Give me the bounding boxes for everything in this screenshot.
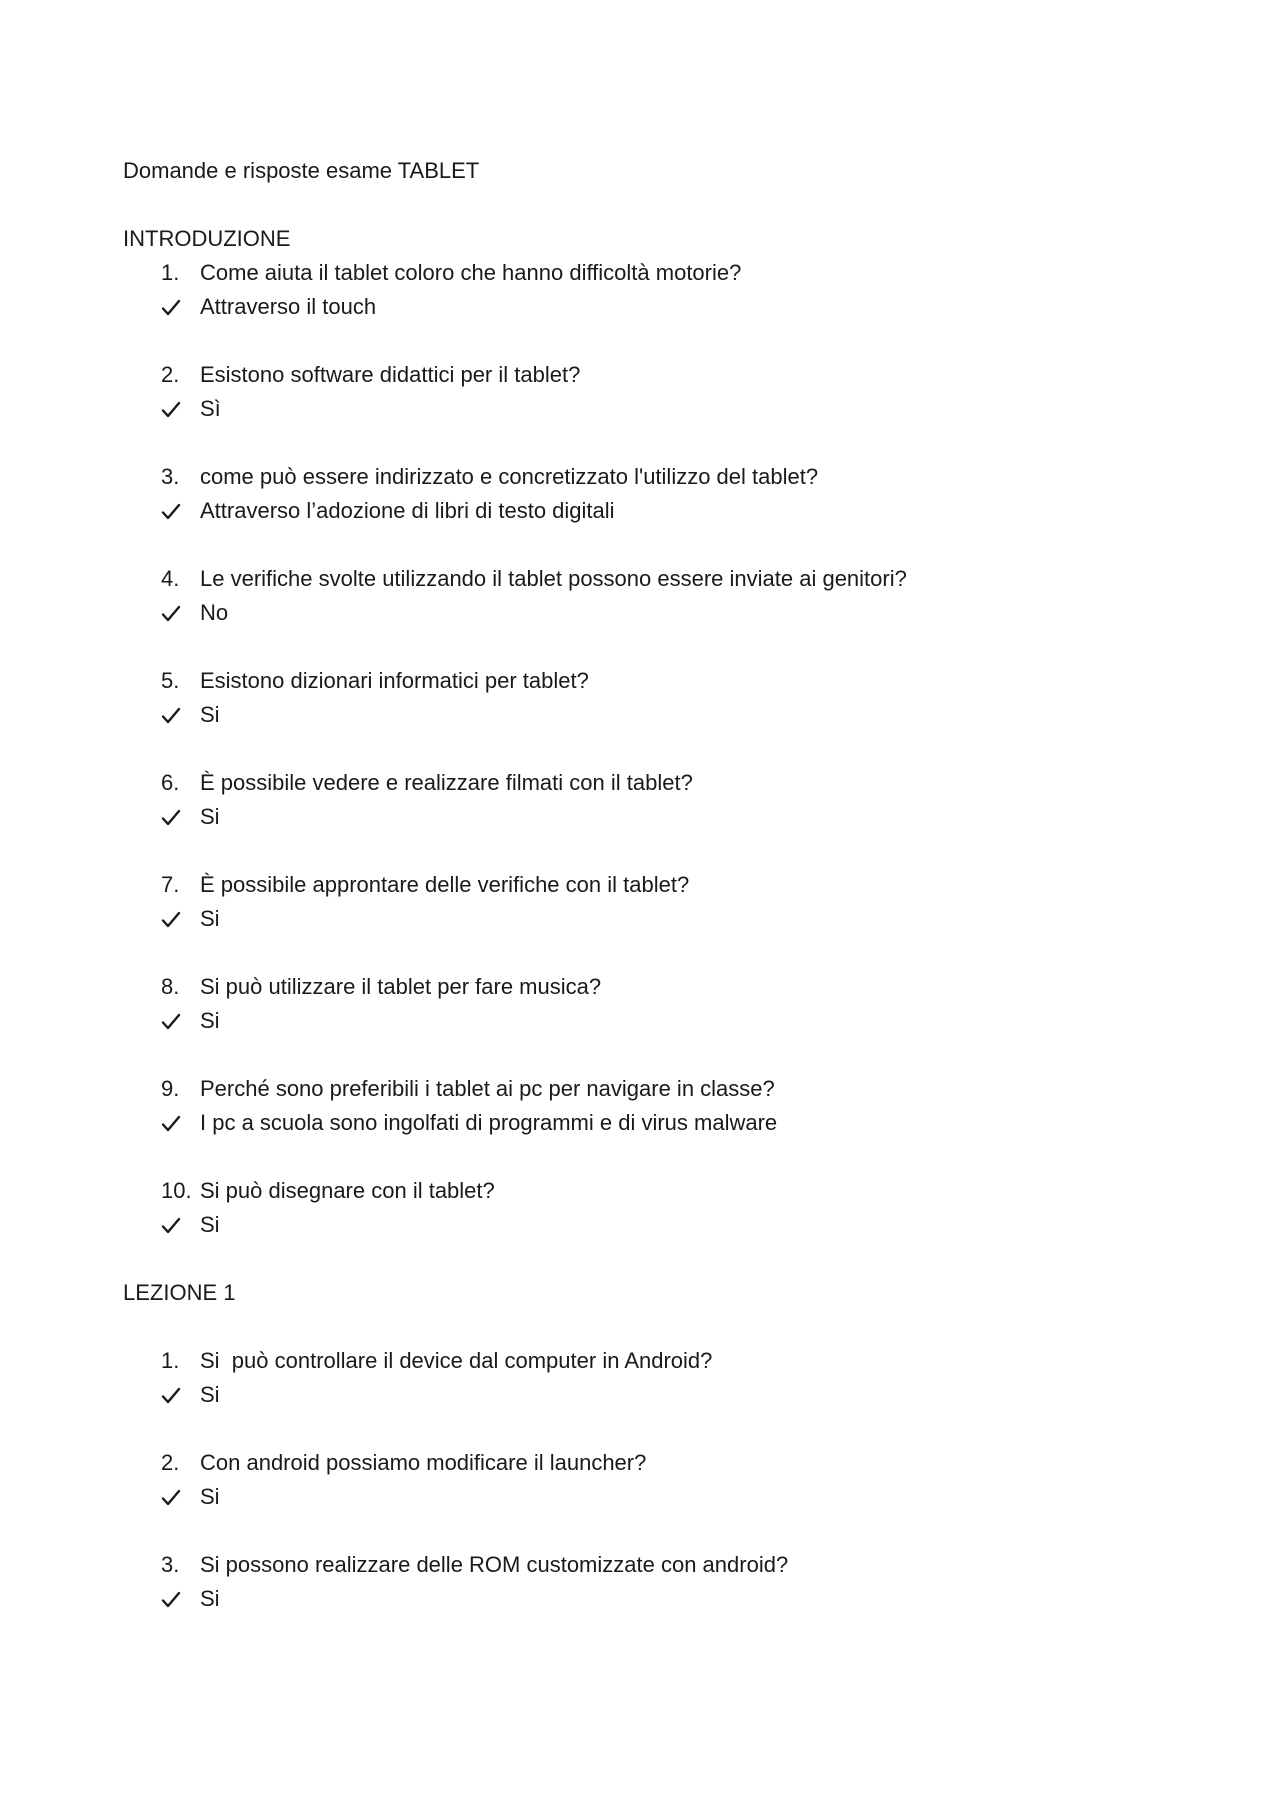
answer-text: Si — [200, 906, 220, 931]
check-icon — [161, 700, 185, 730]
question-number: 10. — [161, 1178, 192, 1203]
question-text: Esistono dizionari informatici per tablet? — [200, 668, 589, 693]
question — [123, 1074, 1163, 1108]
question-number: 7. — [161, 872, 180, 897]
section-lezione-1 — [123, 1278, 1163, 1618]
question-number: 2. — [161, 1450, 180, 1475]
section-introduzione — [123, 224, 1163, 1244]
question — [123, 1550, 1163, 1584]
answer — [123, 1380, 1163, 1414]
list-item — [123, 1346, 1163, 1414]
question-text: È possibile approntare delle verifiche con il tablet? — [200, 872, 690, 897]
question-number: 4. — [161, 566, 180, 591]
list-item — [123, 1176, 1163, 1244]
question — [123, 1448, 1163, 1482]
check-icon — [161, 1584, 185, 1614]
question — [123, 462, 1163, 496]
question-number: 5. — [161, 668, 180, 693]
answer — [123, 1006, 1163, 1040]
list-item — [123, 870, 1163, 938]
answer — [123, 1210, 1163, 1244]
list-item — [123, 564, 1163, 632]
list-item — [123, 1448, 1163, 1516]
document-page — [123, 156, 1163, 1652]
answer — [123, 1108, 1163, 1142]
check-icon — [161, 394, 185, 424]
answer — [123, 1584, 1163, 1618]
spacer — [123, 190, 1163, 224]
question-text: come può essere indirizzato e concretizzato l'utilizzo del tablet? — [200, 464, 819, 489]
list-item — [123, 360, 1163, 428]
check-icon — [161, 904, 185, 934]
answer — [123, 802, 1163, 836]
question-number: 9. — [161, 1076, 180, 1101]
question-number: 1. — [161, 1348, 180, 1373]
question-text: Come aiuta il tablet coloro che hanno difficoltà motorie? — [200, 260, 742, 285]
answer-text: Si — [200, 1586, 220, 1611]
question-text: Si può controllare il device dal computer in Android? — [200, 1348, 713, 1373]
list-item — [123, 1550, 1163, 1618]
question-text: Le verifiche svolte utilizzando il tablet possono essere inviate ai genitori? — [200, 566, 907, 591]
question-text: Si può utilizzare il tablet per fare musica? — [200, 974, 602, 999]
question — [123, 564, 1163, 598]
question — [123, 870, 1163, 904]
answer — [123, 394, 1163, 428]
question-text: È possibile vedere e realizzare filmati con il tablet? — [200, 770, 693, 795]
answer — [123, 700, 1163, 734]
check-icon — [161, 1210, 185, 1240]
spacer — [123, 1312, 1163, 1346]
question-number: 3. — [161, 1552, 180, 1577]
check-icon — [161, 496, 185, 526]
question — [123, 258, 1163, 292]
question-number: 2. — [161, 362, 180, 387]
answer — [123, 496, 1163, 530]
answer — [123, 904, 1163, 938]
answer-text: Si — [200, 1212, 220, 1237]
question — [123, 972, 1163, 1006]
question — [123, 360, 1163, 394]
list-item — [123, 972, 1163, 1040]
answer-text: Si — [200, 702, 220, 727]
check-icon — [161, 598, 185, 628]
question-number: 3. — [161, 464, 180, 489]
list-item — [123, 666, 1163, 734]
answer-text: Si — [200, 1484, 220, 1509]
answer — [123, 598, 1163, 632]
list-item — [123, 1074, 1163, 1142]
answer-text: Si — [200, 1008, 220, 1033]
qa-list — [123, 258, 1163, 1244]
question — [123, 666, 1163, 700]
section-heading: INTRODUZIONE — [123, 226, 291, 251]
check-icon — [161, 292, 185, 322]
check-icon — [161, 1380, 185, 1410]
qa-list — [123, 1346, 1163, 1618]
document-title: Domande e risposte esame TABLET — [123, 158, 480, 183]
answer-text: Attraverso l’adozione di libri di testo digitali — [200, 498, 615, 523]
answer-text: No — [200, 600, 229, 625]
answer-text: I pc a scuola sono ingolfati di programmi e di virus malware — [200, 1110, 778, 1135]
check-icon — [161, 1108, 185, 1138]
section-heading: LEZIONE 1 — [123, 1280, 236, 1305]
check-icon — [161, 802, 185, 832]
question-text: Si possono realizzare delle ROM customizzate con android? — [200, 1552, 789, 1577]
answer-text: Sì — [200, 396, 221, 421]
answer — [123, 292, 1163, 326]
question-text: Esistono software didattici per il tablet? — [200, 362, 581, 387]
question — [123, 1176, 1163, 1210]
list-item — [123, 462, 1163, 530]
list-item — [123, 258, 1163, 326]
list-item — [123, 768, 1163, 836]
question — [123, 1346, 1163, 1380]
check-icon — [161, 1482, 185, 1512]
question-number: 8. — [161, 974, 180, 999]
check-icon — [161, 1006, 185, 1036]
question-text: Perché sono preferibili i tablet ai pc per navigare in classe? — [200, 1076, 775, 1101]
answer-text: Si — [200, 1382, 220, 1407]
question-text: Si può disegnare con il tablet? — [200, 1178, 495, 1203]
question-text: Con android possiamo modificare il launcher? — [200, 1450, 647, 1475]
answer-text: Si — [200, 804, 220, 829]
answer — [123, 1482, 1163, 1516]
question-number: 1. — [161, 260, 180, 285]
question — [123, 768, 1163, 802]
answer-text: Attraverso il touch — [200, 294, 377, 319]
question-number: 6. — [161, 770, 180, 795]
